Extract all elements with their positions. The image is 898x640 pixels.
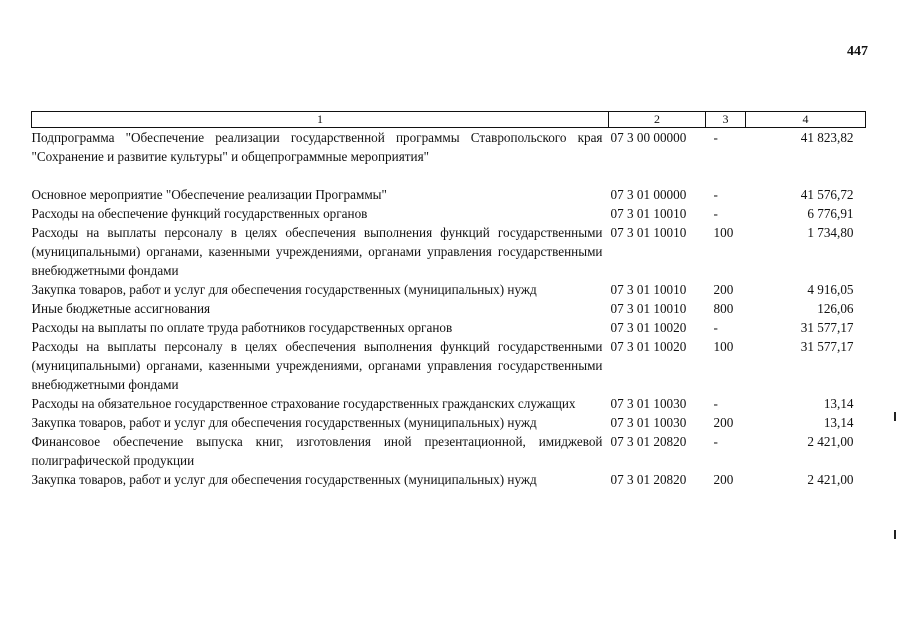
row-name: Расходы на выплаты по оплате труда работников государственных органов bbox=[31, 320, 453, 335]
row-name: Расходы на выплаты персоналу в целях обеспечения выполнения функций государственными (муниципальными) органами, казенными учреждениями, органами управления государственными внебюджетными фондами bbox=[31, 225, 603, 278]
row-amount: 41 823,82 bbox=[800, 130, 854, 145]
scan-edge-mark bbox=[894, 412, 896, 421]
row-amount: 1 734,80 bbox=[807, 225, 854, 240]
row-amount: 126,06 bbox=[817, 301, 854, 316]
row-kvr: 800 bbox=[713, 301, 734, 316]
row-amount: 31 577,17 bbox=[800, 339, 854, 354]
scan-edge-mark bbox=[894, 530, 896, 539]
row-name: Расходы на обязательное государственное страхование государственных гражданских служащих bbox=[31, 396, 576, 411]
table-row bbox=[32, 299, 866, 318]
table-row bbox=[32, 394, 866, 413]
row-amount: 6 776,91 bbox=[807, 206, 854, 221]
row-kvr: - bbox=[713, 396, 718, 411]
row-name: Иные бюджетные ассигнования bbox=[31, 301, 211, 316]
row-code: 07 3 01 20820 bbox=[610, 472, 687, 487]
budget-table bbox=[31, 111, 866, 489]
row-kvr: 100 bbox=[713, 339, 734, 354]
table-row bbox=[32, 413, 866, 432]
row-amount: 13,14 bbox=[823, 415, 854, 430]
header-col-4: 4 bbox=[746, 112, 866, 128]
row-amount: 13,14 bbox=[823, 396, 854, 411]
row-kvr: 200 bbox=[713, 282, 734, 297]
header-col-3: 3 bbox=[706, 112, 746, 128]
row-code: 07 3 01 10020 bbox=[610, 320, 687, 335]
row-code: 07 3 01 10010 bbox=[610, 301, 687, 316]
row-kvr: 200 bbox=[713, 415, 734, 430]
table-row bbox=[32, 204, 866, 223]
row-amount: 41 576,72 bbox=[800, 187, 854, 202]
table-row bbox=[32, 185, 866, 204]
row-code: 07 3 00 00000 bbox=[610, 130, 687, 145]
table-row bbox=[32, 318, 866, 337]
row-name: Основное мероприятие "Обеспечение реализации Программы" bbox=[31, 187, 387, 202]
row-name: Расходы на обеспечение функций государственных органов bbox=[31, 206, 368, 221]
row-kvr: - bbox=[713, 320, 718, 335]
row-name: Закупка товаров, работ и услуг для обеспечения государственных (муниципальных) нужд bbox=[31, 472, 537, 487]
row-amount: 2 421,00 bbox=[807, 434, 854, 449]
row-code: 07 3 01 10010 bbox=[610, 282, 687, 297]
row-name: Закупка товаров, работ и услуг для обеспечения государственных (муниципальных) нужд bbox=[31, 282, 537, 297]
table-row bbox=[32, 470, 866, 489]
row-code: 07 3 01 10010 bbox=[610, 206, 687, 221]
table-row bbox=[32, 128, 866, 186]
table-header-row bbox=[32, 112, 866, 128]
row-name: Финансовое обеспечение выпуска книг, изготовления иной презентационной, имиджевой полиграфической продукции bbox=[31, 434, 603, 468]
table-row bbox=[32, 223, 866, 280]
row-kvr: 200 bbox=[713, 472, 734, 487]
row-code: 07 3 01 10030 bbox=[610, 415, 687, 430]
row-name: Расходы на выплаты персоналу в целях обеспечения выполнения функций государственными (муниципальными) органами, казенными учреждениями, органами управления государственными внебюджетными фондами bbox=[31, 339, 603, 392]
row-code: 07 3 01 00000 bbox=[610, 187, 687, 202]
row-name: Подпрограмма "Обеспечение реализации государственной программы Ставропольского края "Сохранение и развитие культуры" и общепрограммные мероприятия" bbox=[31, 130, 603, 164]
page-number: 447 bbox=[847, 44, 868, 59]
row-kvr: - bbox=[713, 130, 718, 145]
row-code: 07 3 01 20820 bbox=[610, 434, 687, 449]
row-name: Закупка товаров, работ и услуг для обеспечения государственных (муниципальных) нужд bbox=[31, 415, 537, 430]
header-col-2: 2 bbox=[609, 112, 706, 128]
row-code: 07 3 01 10030 bbox=[610, 396, 687, 411]
row-amount: 4 916,05 bbox=[807, 282, 854, 297]
row-code: 07 3 01 10010 bbox=[610, 225, 687, 240]
row-code: 07 3 01 10020 bbox=[610, 339, 687, 354]
table-row bbox=[32, 280, 866, 299]
header-col-1: 1 bbox=[32, 112, 609, 128]
row-amount: 31 577,17 bbox=[800, 320, 854, 335]
row-kvr: - bbox=[713, 206, 718, 221]
row-kvr: 100 bbox=[713, 225, 734, 240]
row-kvr: - bbox=[713, 187, 718, 202]
row-kvr: - bbox=[713, 434, 718, 449]
row-amount: 2 421,00 bbox=[807, 472, 854, 487]
table-row bbox=[32, 337, 866, 394]
table-row bbox=[32, 432, 866, 470]
